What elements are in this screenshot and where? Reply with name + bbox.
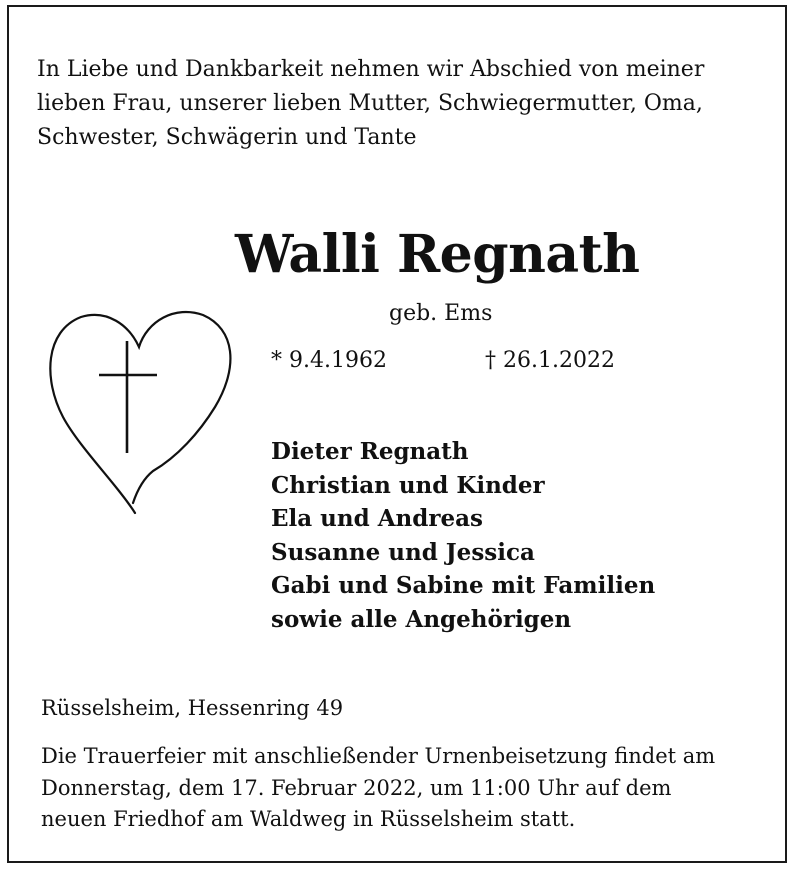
intro-line: lieben Frau, unserer lieben Mutter, Schwiegermutter, Oma, (37, 91, 703, 116)
service-line: Die Trauerfeier mit anschließender Urnenbeisetzung findet am (41, 744, 716, 768)
heart-with-cross-icon (39, 307, 239, 523)
list-item: Gabi und Sabine mit Familien (271, 572, 656, 599)
list-item: Christian und Kinder (271, 471, 545, 499)
list-item: sowie alle Angehörigen (271, 605, 572, 633)
intro-line: Schwester, Schwägerin und Tante (37, 125, 417, 150)
list-item: Susanne und Jessica (271, 538, 535, 566)
deceased-name: Walli Regnath (235, 224, 640, 285)
funeral-service-text (41, 741, 771, 836)
intro-text (37, 53, 757, 155)
death-date: † 26.1.2022 (485, 348, 615, 373)
list-item: Dieter Regnath (271, 438, 469, 465)
service-line: Donnerstag, dem 17. Februar 2022, um 11:00 Uhr auf dem (41, 775, 672, 800)
family-address: Rüsselsheim, Hessenring 49 (41, 696, 344, 720)
maiden-name: geb. Ems (389, 301, 493, 326)
birth-date: * 9.4.1962 (271, 348, 387, 373)
list-item: Ela und Andreas (271, 505, 483, 532)
service-line: neuen Friedhof am Waldweg in Rüsselsheim statt. (41, 807, 576, 831)
intro-line: In Liebe und Dankbarkeit nehmen wir Abschied von meiner (37, 57, 705, 82)
mourners-list (271, 435, 655, 636)
obituary-notice (7, 5, 787, 863)
